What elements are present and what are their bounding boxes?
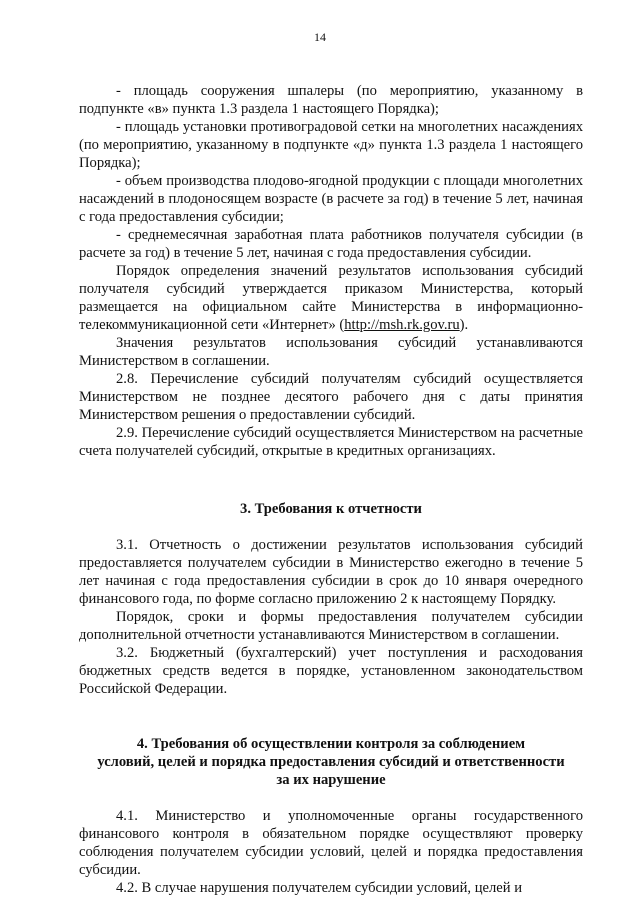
paragraph-2-9: 2.9. Перечисление субсидий осуществляется Министерством на расчетные счета получателей субсидий, открытые в кредитных организациях. [79,425,583,459]
paragraph-results-order-text: Порядок определения значений результатов использования субсидий получателя субсидий утверждается приказом Министерства, который размещается на официальном сайте Министерства в информационно-телекоммуникационной сети «Интернет» ( [79,263,583,333]
paragraph-results-order [79,262,583,334]
page-number: 14 [314,30,326,44]
bullet-trellis-area: - площадь сооружения шпалеры (по мероприятию, указанному в подпункте «в» пункта 1.3 раздела 1 настоящего Порядка); [79,83,583,117]
section-3-heading: 3. Требования к отчетности [240,501,422,517]
bullet-hail-net-area: - площадь установки противоградовой сетки на многолетних насаждениях (по мероприятию, указанному в подпункте «д» пункта 1.3 раздела 1 настоящего Порядка); [79,119,583,171]
section-4-heading-line-1: 4. Требования об осуществлении контроля за соблюдением [136,736,526,752]
paragraph-results-values: Значения результатов использования субсидий устанавливаются Министерством в соглашении. [79,335,583,369]
paragraph-4-1: 4.1. Министерство и уполномоченные органы государственного финансового контроля в обязательном порядке осуществляют проверку соблюдения получателем субсидии условий, целей и порядка предоставления субсидии. [79,808,583,878]
paragraph-results-order-tail: ). [459,317,469,333]
section-4-heading-line-2: условий, целей и порядка предоставления субсидий и ответственности [97,754,565,770]
paragraph-3-1: 3.1. Отчетность о достижении результатов использования субсидий предоставляется получателем субсидии в Министерство ежегодно в течение 5 лет начиная с года предоставления субсидии в срок до 10 января очередного финансового года, по форме согласно приложению 2 к настоящему Порядку. [79,537,583,607]
paragraph-additional-reporting: Порядок, сроки и формы предоставления получателем субсидии дополнительной отчетности устанавливаются Министерством в соглашении. [79,609,583,643]
document-body [79,82,583,897]
ministry-website-link[interactable]: http://msh.rk.gov.ru [344,317,460,333]
paragraph-4-2: 4.2. В случае нарушения получателем субсидии условий, целей и [116,880,523,896]
section-4-heading [79,735,583,789]
paragraph-2-8: 2.8. Перечисление субсидий получателям субсидий осуществляется Министерством не позднее десятого рабочего дня с даты принятия Министерством решения о предоставлении субсидий. [79,371,583,423]
bullet-average-salary: - среднемесячная заработная плата работников получателя субсидии (в расчете за год) в течение 5 лет, начиная с года предоставления субсидии. [79,227,583,261]
paragraph-3-2: 3.2. Бюджетный (бухгалтерский) учет поступления и расходования бюджетных средств ведется в порядке, установленном законодательством Российской Федерации. [79,645,583,697]
section-4-heading-line-3: за их нарушение [276,772,386,788]
bullet-fruit-production-volume: - объем производства плодово-ягодной продукции с площади многолетних насаждений в плодоносящем возрасте (в расчете за год) в течение 5 лет, начиная с года предоставления субсидии; [79,173,583,225]
